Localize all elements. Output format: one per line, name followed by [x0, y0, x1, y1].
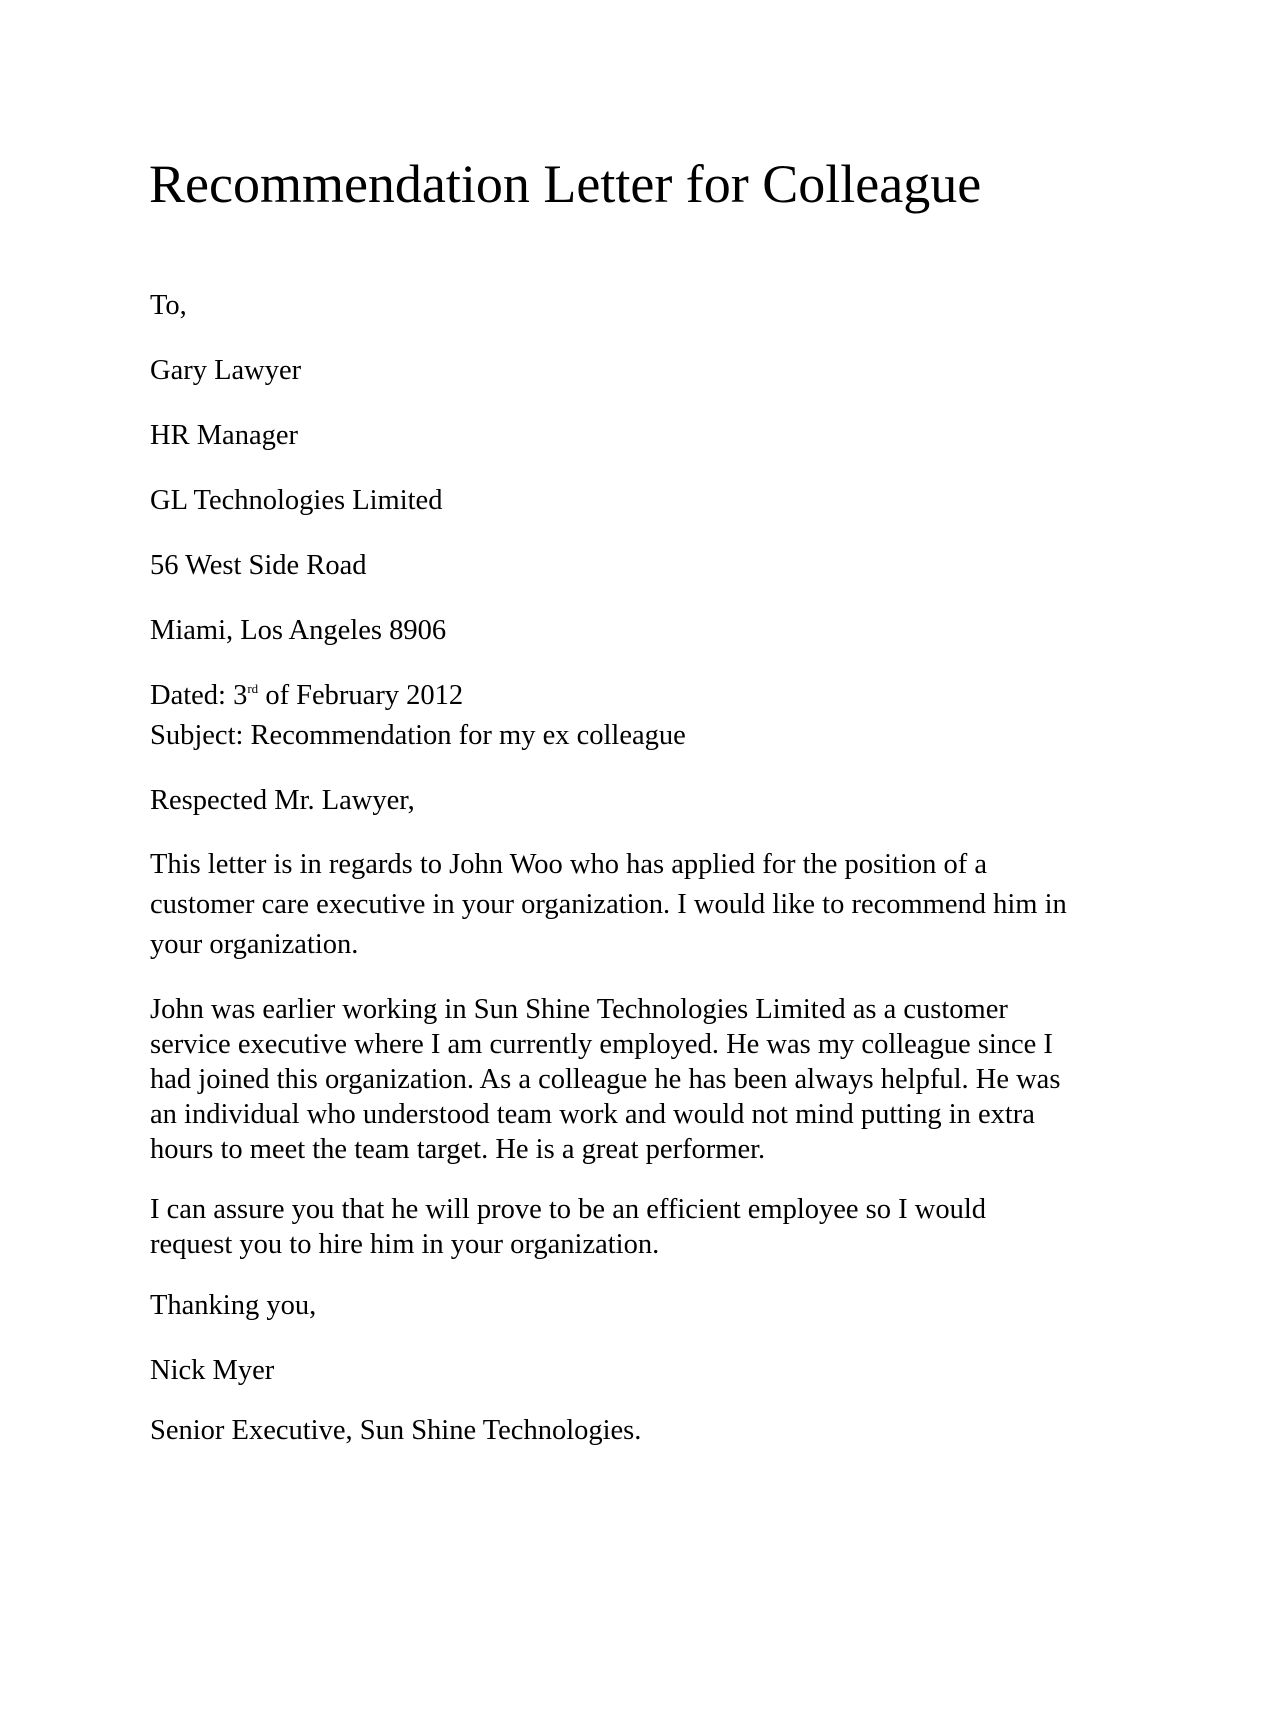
signature-name: Nick Myer: [150, 1355, 275, 1386]
recipient-street: 56 West Side Road: [150, 550, 367, 581]
body-paragraph-3: [150, 1192, 986, 1262]
paragraph-line: customer care executive in your organization. I would like to recommend him in: [150, 889, 1067, 920]
subject-line: Subject: Recommendation for my ex colleague: [150, 720, 686, 751]
recipient-designation: HR Manager: [150, 420, 298, 451]
date-ordinal: rd: [247, 681, 259, 696]
greeting: Respected Mr. Lawyer,: [150, 785, 415, 816]
recipient-name: Gary Lawyer: [150, 355, 302, 386]
letter-title: Recommendation Letter for Colleague: [149, 154, 982, 214]
paragraph-line: an individual who understood team work and would not mind putting in extra: [150, 1099, 1035, 1130]
date-suffix: of February 2012: [258, 680, 464, 711]
paragraph-line: John was earlier working in Sun Shine Technologies Limited as a customer: [150, 994, 1008, 1025]
signature-title: Senior Executive, Sun Shine Technologies.: [150, 1415, 642, 1446]
paragraph-line: your organization.: [150, 929, 359, 960]
paragraph-line: request you to hire him in your organization.: [150, 1229, 660, 1260]
date-line: [150, 678, 463, 714]
paragraph-line: service executive where I am currently employed. He was my colleague since I: [150, 1029, 1053, 1060]
paragraph-line: I can assure you that he will prove to be an efficient employee so I would: [150, 1194, 987, 1225]
closing: Thanking you,: [150, 1290, 317, 1321]
body-paragraph-1: [150, 845, 1067, 965]
recipient-company: GL Technologies Limited: [150, 485, 443, 516]
paragraph-line: This letter is in regards to John Woo who has applied for the position of a: [150, 849, 987, 880]
body-paragraph-2: [150, 992, 1060, 1167]
recipient-to-line: To,: [150, 290, 187, 321]
paragraph-line: had joined this organization. As a colleague he has been always helpful. He was: [150, 1064, 1061, 1095]
date-prefix: Dated: 3: [150, 680, 248, 711]
paragraph-line: hours to meet the team target. He is a great performer.: [150, 1134, 766, 1165]
recipient-city: Miami, Los Angeles 8906: [150, 615, 447, 646]
